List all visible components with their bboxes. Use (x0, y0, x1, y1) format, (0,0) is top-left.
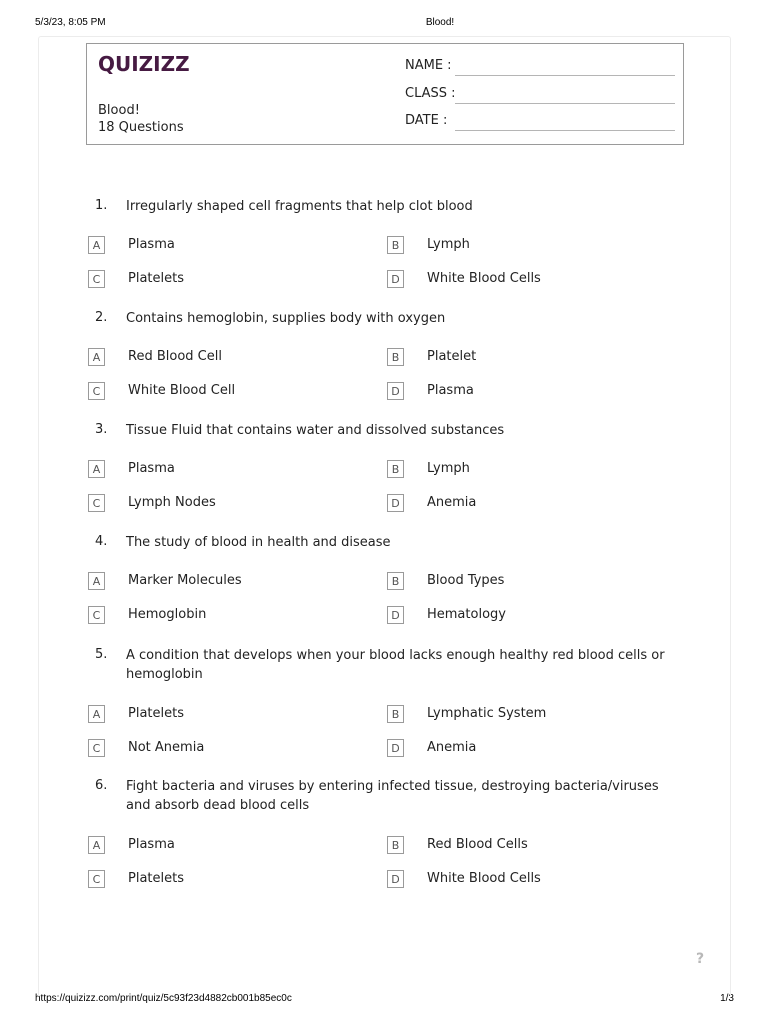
question-text: The study of blood in health and disease (126, 535, 391, 550)
option-text: White Blood Cells (427, 871, 541, 886)
print-title: Blood! (425, 17, 455, 28)
option-text: Red Blood Cell (128, 349, 222, 364)
class-label: CLASS : (405, 86, 456, 101)
option-text: Anemia (427, 495, 477, 510)
option-letter-box: B (387, 460, 404, 478)
option-text: Plasma (128, 237, 175, 252)
help-icon[interactable]: ? (696, 951, 705, 967)
option-letter-box: B (387, 572, 404, 590)
option-text: Not Anemia (128, 740, 205, 755)
question-number: 5. (95, 647, 108, 662)
option-text: Lymphatic System (427, 706, 547, 721)
option-letter-box: A (88, 348, 105, 366)
option-text: Hemoglobin (128, 607, 207, 622)
option-text: Plasma (128, 461, 175, 476)
class-field (405, 86, 675, 106)
quiz-title: Blood! (98, 103, 140, 118)
option-letter-box: A (88, 572, 105, 590)
option-letter-box: C (88, 870, 105, 888)
option-letter-box: A (88, 236, 105, 254)
print-url: https://quizizz.com/print/quiz/5c93f23d4882cb001b85ec0c (35, 993, 292, 1004)
question-text: Tissue Fluid that contains water and dissolved substances (126, 423, 505, 438)
option-text: Anemia (427, 740, 477, 755)
name-field (405, 58, 675, 78)
question-text: Contains hemoglobin, supplies body with oxygen (126, 311, 446, 326)
option-letter-box: A (88, 836, 105, 854)
option-text: Lymph Nodes (128, 495, 216, 510)
question-number: 4. (95, 534, 108, 549)
date-line (455, 130, 675, 131)
question-count: 18 Questions (98, 120, 184, 135)
print-header (0, 17, 768, 31)
option-letter-box: C (88, 382, 105, 400)
option-letter-box: D (387, 382, 404, 400)
date-label: DATE : (405, 113, 448, 128)
option-letter-box: C (88, 606, 105, 624)
question-number: 1. (95, 198, 108, 213)
option-letter-box: B (387, 236, 404, 254)
option-text: Blood Types (427, 573, 505, 588)
quizizz-logo: QUIZIZZ (98, 52, 190, 76)
option-letter-box: D (387, 870, 404, 888)
question-text: Irregularly shaped cell fragments that help clot blood (126, 199, 473, 214)
option-letter-box: A (88, 460, 105, 478)
option-letter-box: B (387, 836, 404, 854)
option-letter-box: D (387, 270, 404, 288)
option-text: Plasma (128, 837, 175, 852)
question-number: 3. (95, 422, 108, 437)
date-field (405, 113, 675, 133)
option-text: Platelets (128, 871, 184, 886)
question-number: 2. (95, 310, 108, 325)
option-text: Marker Molecules (128, 573, 242, 588)
name-label: NAME : (405, 58, 452, 73)
class-line (455, 103, 675, 104)
question-text: Fight bacteria and viruses by entering infected tissue, destroying bacteria/viruses and absorb dead blood cells (126, 779, 659, 813)
option-text: Lymph (427, 237, 470, 252)
option-letter-box: B (387, 348, 404, 366)
option-text: Hematology (427, 607, 506, 622)
print-date: 5/3/23, 8:05 PM (35, 17, 106, 28)
option-letter-box: D (387, 606, 404, 624)
option-text: Platelets (128, 271, 184, 286)
name-line (455, 75, 675, 76)
option-text: White Blood Cell (128, 383, 236, 398)
question-number: 6. (95, 778, 108, 793)
option-text: Plasma (427, 383, 474, 398)
option-text: Lymph (427, 461, 470, 476)
option-letter-box: C (88, 494, 105, 512)
option-text: Platelets (128, 706, 184, 721)
option-letter-box: A (88, 705, 105, 723)
option-text: Red Blood Cells (427, 837, 528, 852)
option-text: White Blood Cells (427, 271, 541, 286)
option-letter-box: C (88, 739, 105, 757)
page-number: 1/3 (720, 993, 734, 1004)
option-letter-box: D (387, 494, 404, 512)
option-letter-box: C (88, 270, 105, 288)
option-letter-box: D (387, 739, 404, 757)
question-text: A condition that develops when your blood lacks enough healthy red blood cells or hemoglobin (126, 648, 665, 682)
option-letter-box: B (387, 705, 404, 723)
worksheet-header (86, 43, 684, 145)
option-text: Platelet (427, 349, 477, 364)
